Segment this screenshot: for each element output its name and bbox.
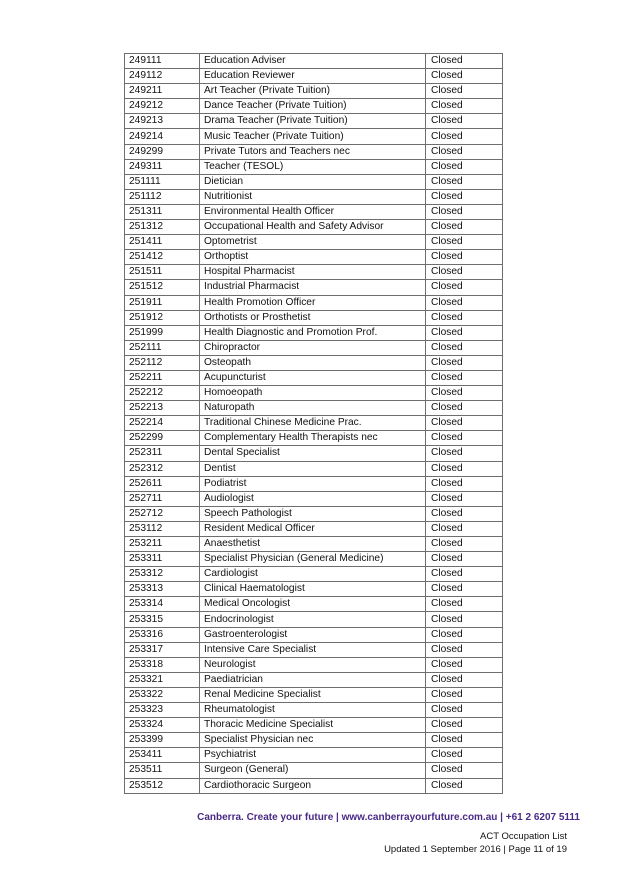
occupation-table — [124, 53, 503, 794]
occupation-code: 252112 — [125, 355, 200, 370]
occupation-title: Intensive Care Specialist — [200, 642, 426, 657]
table-row — [125, 491, 503, 506]
footer-updated-page: Updated 1 September 2016 | Page 11 of 19 — [384, 844, 567, 855]
occupation-title: Neurologist — [200, 657, 426, 672]
occupation-status: Closed — [426, 567, 503, 582]
occupation-code: 253313 — [125, 582, 200, 597]
occupation-code: 252299 — [125, 431, 200, 446]
occupation-status: Closed — [426, 280, 503, 295]
occupation-code: 253324 — [125, 718, 200, 733]
occupation-code: 252211 — [125, 370, 200, 385]
occupation-code: 252711 — [125, 491, 200, 506]
occupation-code: 253321 — [125, 672, 200, 687]
occupation-title: Orthotists or Prosthetist — [200, 310, 426, 325]
occupation-code: 253322 — [125, 687, 200, 702]
occupation-title: Psychiatrist — [200, 748, 426, 763]
table-row — [125, 431, 503, 446]
table-row — [125, 401, 503, 416]
occupation-status: Closed — [426, 718, 503, 733]
occupation-code: 253411 — [125, 748, 200, 763]
occupation-rows — [125, 54, 503, 794]
occupation-status: Closed — [426, 220, 503, 235]
occupation-status: Closed — [426, 748, 503, 763]
table-row — [125, 567, 503, 582]
table-row — [125, 416, 503, 431]
occupation-status: Closed — [426, 84, 503, 99]
occupation-title: Orthoptist — [200, 250, 426, 265]
occupation-title: Gastroenterologist — [200, 627, 426, 642]
occupation-title: Teacher (TESOL) — [200, 159, 426, 174]
occupation-status: Closed — [426, 733, 503, 748]
occupation-code: 249311 — [125, 159, 200, 174]
occupation-status: Closed — [426, 370, 503, 385]
occupation-title: Acupuncturist — [200, 370, 426, 385]
table-row — [125, 733, 503, 748]
occupation-status: Closed — [426, 144, 503, 159]
table-row — [125, 174, 503, 189]
table-row — [125, 718, 503, 733]
table-row — [125, 778, 503, 793]
occupation-title: Medical Oncologist — [200, 597, 426, 612]
occupation-title: Dance Teacher (Private Tuition) — [200, 99, 426, 114]
table-row — [125, 69, 503, 84]
footer-doc-title: ACT Occupation List — [480, 831, 567, 842]
table-row — [125, 159, 503, 174]
occupation-title: Cardiologist — [200, 567, 426, 582]
occupation-status: Closed — [426, 189, 503, 204]
occupation-title: Chiropractor — [200, 340, 426, 355]
occupation-status: Closed — [426, 521, 503, 536]
occupation-status: Closed — [426, 99, 503, 114]
occupation-code: 249111 — [125, 54, 200, 69]
occupation-title: Environmental Health Officer — [200, 204, 426, 219]
occupation-status: Closed — [426, 778, 503, 793]
table-row — [125, 220, 503, 235]
table-row — [125, 703, 503, 718]
occupation-code: 249212 — [125, 99, 200, 114]
occupation-title: Naturopath — [200, 401, 426, 416]
table-row — [125, 627, 503, 642]
table-row — [125, 370, 503, 385]
table-row — [125, 235, 503, 250]
table-row — [125, 657, 503, 672]
table-row — [125, 310, 503, 325]
occupation-code: 253511 — [125, 763, 200, 778]
occupation-title: Education Adviser — [200, 54, 426, 69]
occupation-status: Closed — [426, 129, 503, 144]
occupation-title: Traditional Chinese Medicine Prac. — [200, 416, 426, 431]
occupation-code: 253312 — [125, 567, 200, 582]
occupation-status: Closed — [426, 340, 503, 355]
occupation-status: Closed — [426, 582, 503, 597]
occupation-code: 252212 — [125, 386, 200, 401]
occupation-status: Closed — [426, 597, 503, 612]
occupation-status: Closed — [426, 54, 503, 69]
occupation-code: 251311 — [125, 204, 200, 219]
table-row — [125, 265, 503, 280]
occupation-status: Closed — [426, 627, 503, 642]
occupation-title: Specialist Physician (General Medicine) — [200, 552, 426, 567]
occupation-status: Closed — [426, 506, 503, 521]
occupation-title: Complementary Health Therapists nec — [200, 431, 426, 446]
table-row — [125, 280, 503, 295]
occupation-title: Private Tutors and Teachers nec — [200, 144, 426, 159]
occupation-status: Closed — [426, 355, 503, 370]
occupation-title: Surgeon (General) — [200, 763, 426, 778]
occupation-code: 249211 — [125, 84, 200, 99]
table-row — [125, 129, 503, 144]
occupation-title: Specialist Physician nec — [200, 733, 426, 748]
occupation-status: Closed — [426, 265, 503, 280]
occupation-code: 253512 — [125, 778, 200, 793]
occupation-status: Closed — [426, 250, 503, 265]
table-row — [125, 506, 503, 521]
table-row — [125, 99, 503, 114]
occupation-code: 251512 — [125, 280, 200, 295]
occupation-title: Audiologist — [200, 491, 426, 506]
table-row — [125, 748, 503, 763]
occupation-code: 253311 — [125, 552, 200, 567]
occupation-title: Optometrist — [200, 235, 426, 250]
occupation-code: 249214 — [125, 129, 200, 144]
occupation-status: Closed — [426, 476, 503, 491]
table-row — [125, 446, 503, 461]
table-row — [125, 476, 503, 491]
occupation-title: Endocrinologist — [200, 612, 426, 627]
occupation-code: 249299 — [125, 144, 200, 159]
occupation-code: 251999 — [125, 325, 200, 340]
table-row — [125, 642, 503, 657]
occupation-code: 252111 — [125, 340, 200, 355]
occupation-status: Closed — [426, 325, 503, 340]
table-row — [125, 250, 503, 265]
occupation-status: Closed — [426, 552, 503, 567]
occupation-code: 253323 — [125, 703, 200, 718]
occupation-status: Closed — [426, 763, 503, 778]
occupation-code: 252213 — [125, 401, 200, 416]
occupation-status: Closed — [426, 174, 503, 189]
occupation-code: 253318 — [125, 657, 200, 672]
table-row — [125, 672, 503, 687]
table-row — [125, 144, 503, 159]
occupation-title: Homoeopath — [200, 386, 426, 401]
table-row — [125, 325, 503, 340]
occupation-title: Rheumatologist — [200, 703, 426, 718]
occupation-code: 253112 — [125, 521, 200, 536]
table-row — [125, 114, 503, 129]
occupation-status: Closed — [426, 431, 503, 446]
table-row — [125, 386, 503, 401]
occupation-code: 249213 — [125, 114, 200, 129]
occupation-title: Resident Medical Officer — [200, 521, 426, 536]
table-row — [125, 521, 503, 536]
occupation-title: Dental Specialist — [200, 446, 426, 461]
occupation-title: Dietician — [200, 174, 426, 189]
occupation-code: 251111 — [125, 174, 200, 189]
occupation-status: Closed — [426, 491, 503, 506]
occupation-status: Closed — [426, 416, 503, 431]
table-row — [125, 537, 503, 552]
occupation-code: 252712 — [125, 506, 200, 521]
occupation-title: Hospital Pharmacist — [200, 265, 426, 280]
table-row — [125, 54, 503, 69]
occupation-code: 253317 — [125, 642, 200, 657]
occupation-code: 252311 — [125, 446, 200, 461]
occupation-code: 251312 — [125, 220, 200, 235]
occupation-status: Closed — [426, 687, 503, 702]
occupation-title: Drama Teacher (Private Tuition) — [200, 114, 426, 129]
occupation-title: Renal Medicine Specialist — [200, 687, 426, 702]
occupation-code: 253314 — [125, 597, 200, 612]
occupation-status: Closed — [426, 461, 503, 476]
occupation-title: Industrial Pharmacist — [200, 280, 426, 295]
occupation-title: Clinical Haematologist — [200, 582, 426, 597]
table-row — [125, 355, 503, 370]
occupation-code: 252611 — [125, 476, 200, 491]
table-row — [125, 582, 503, 597]
table-row — [125, 552, 503, 567]
occupation-status: Closed — [426, 295, 503, 310]
table-row — [125, 189, 503, 204]
occupation-title: Health Diagnostic and Promotion Prof. — [200, 325, 426, 340]
table-row — [125, 763, 503, 778]
table-row — [125, 461, 503, 476]
occupation-status: Closed — [426, 235, 503, 250]
table-row — [125, 687, 503, 702]
occupation-code: 253316 — [125, 627, 200, 642]
occupation-title: Health Promotion Officer — [200, 295, 426, 310]
occupation-title: Thoracic Medicine Specialist — [200, 718, 426, 733]
occupation-status: Closed — [426, 159, 503, 174]
occupation-code: 251511 — [125, 265, 200, 280]
occupation-title: Nutritionist — [200, 189, 426, 204]
occupation-title: Occupational Health and Safety Advisor — [200, 220, 426, 235]
occupation-title: Anaesthetist — [200, 537, 426, 552]
table-row — [125, 597, 503, 612]
occupation-title: Education Reviewer — [200, 69, 426, 84]
occupation-code: 253399 — [125, 733, 200, 748]
table-row — [125, 84, 503, 99]
occupation-status: Closed — [426, 672, 503, 687]
occupation-code: 253315 — [125, 612, 200, 627]
occupation-code: 252312 — [125, 461, 200, 476]
occupation-title: Paediatrician — [200, 672, 426, 687]
occupation-code: 249112 — [125, 69, 200, 84]
occupation-title: Music Teacher (Private Tuition) — [200, 129, 426, 144]
occupation-code: 251912 — [125, 310, 200, 325]
occupation-status: Closed — [426, 446, 503, 461]
occupation-status: Closed — [426, 657, 503, 672]
occupation-code: 253211 — [125, 537, 200, 552]
occupation-title: Podiatrist — [200, 476, 426, 491]
occupation-status: Closed — [426, 114, 503, 129]
occupation-title: Dentist — [200, 461, 426, 476]
occupation-status: Closed — [426, 642, 503, 657]
occupation-code: 252214 — [125, 416, 200, 431]
table-row — [125, 340, 503, 355]
occupation-status: Closed — [426, 537, 503, 552]
occupation-title: Osteopath — [200, 355, 426, 370]
table-row — [125, 612, 503, 627]
occupation-status: Closed — [426, 386, 503, 401]
occupation-status: Closed — [426, 69, 503, 84]
occupation-code: 251411 — [125, 235, 200, 250]
occupation-title: Art Teacher (Private Tuition) — [200, 84, 426, 99]
table-row — [125, 204, 503, 219]
occupation-title: Cardiothoracic Surgeon — [200, 778, 426, 793]
occupation-code: 251412 — [125, 250, 200, 265]
occupation-status: Closed — [426, 612, 503, 627]
occupation-status: Closed — [426, 204, 503, 219]
occupation-status: Closed — [426, 310, 503, 325]
occupation-title: Speech Pathologist — [200, 506, 426, 521]
occupation-code: 251112 — [125, 189, 200, 204]
occupation-status: Closed — [426, 401, 503, 416]
occupation-status: Closed — [426, 703, 503, 718]
occupation-code: 251911 — [125, 295, 200, 310]
table-row — [125, 295, 503, 310]
footer-tagline: Canberra. Create your future | www.canberrayourfuture.com.au | +61 2 6207 5111 — [197, 812, 580, 823]
